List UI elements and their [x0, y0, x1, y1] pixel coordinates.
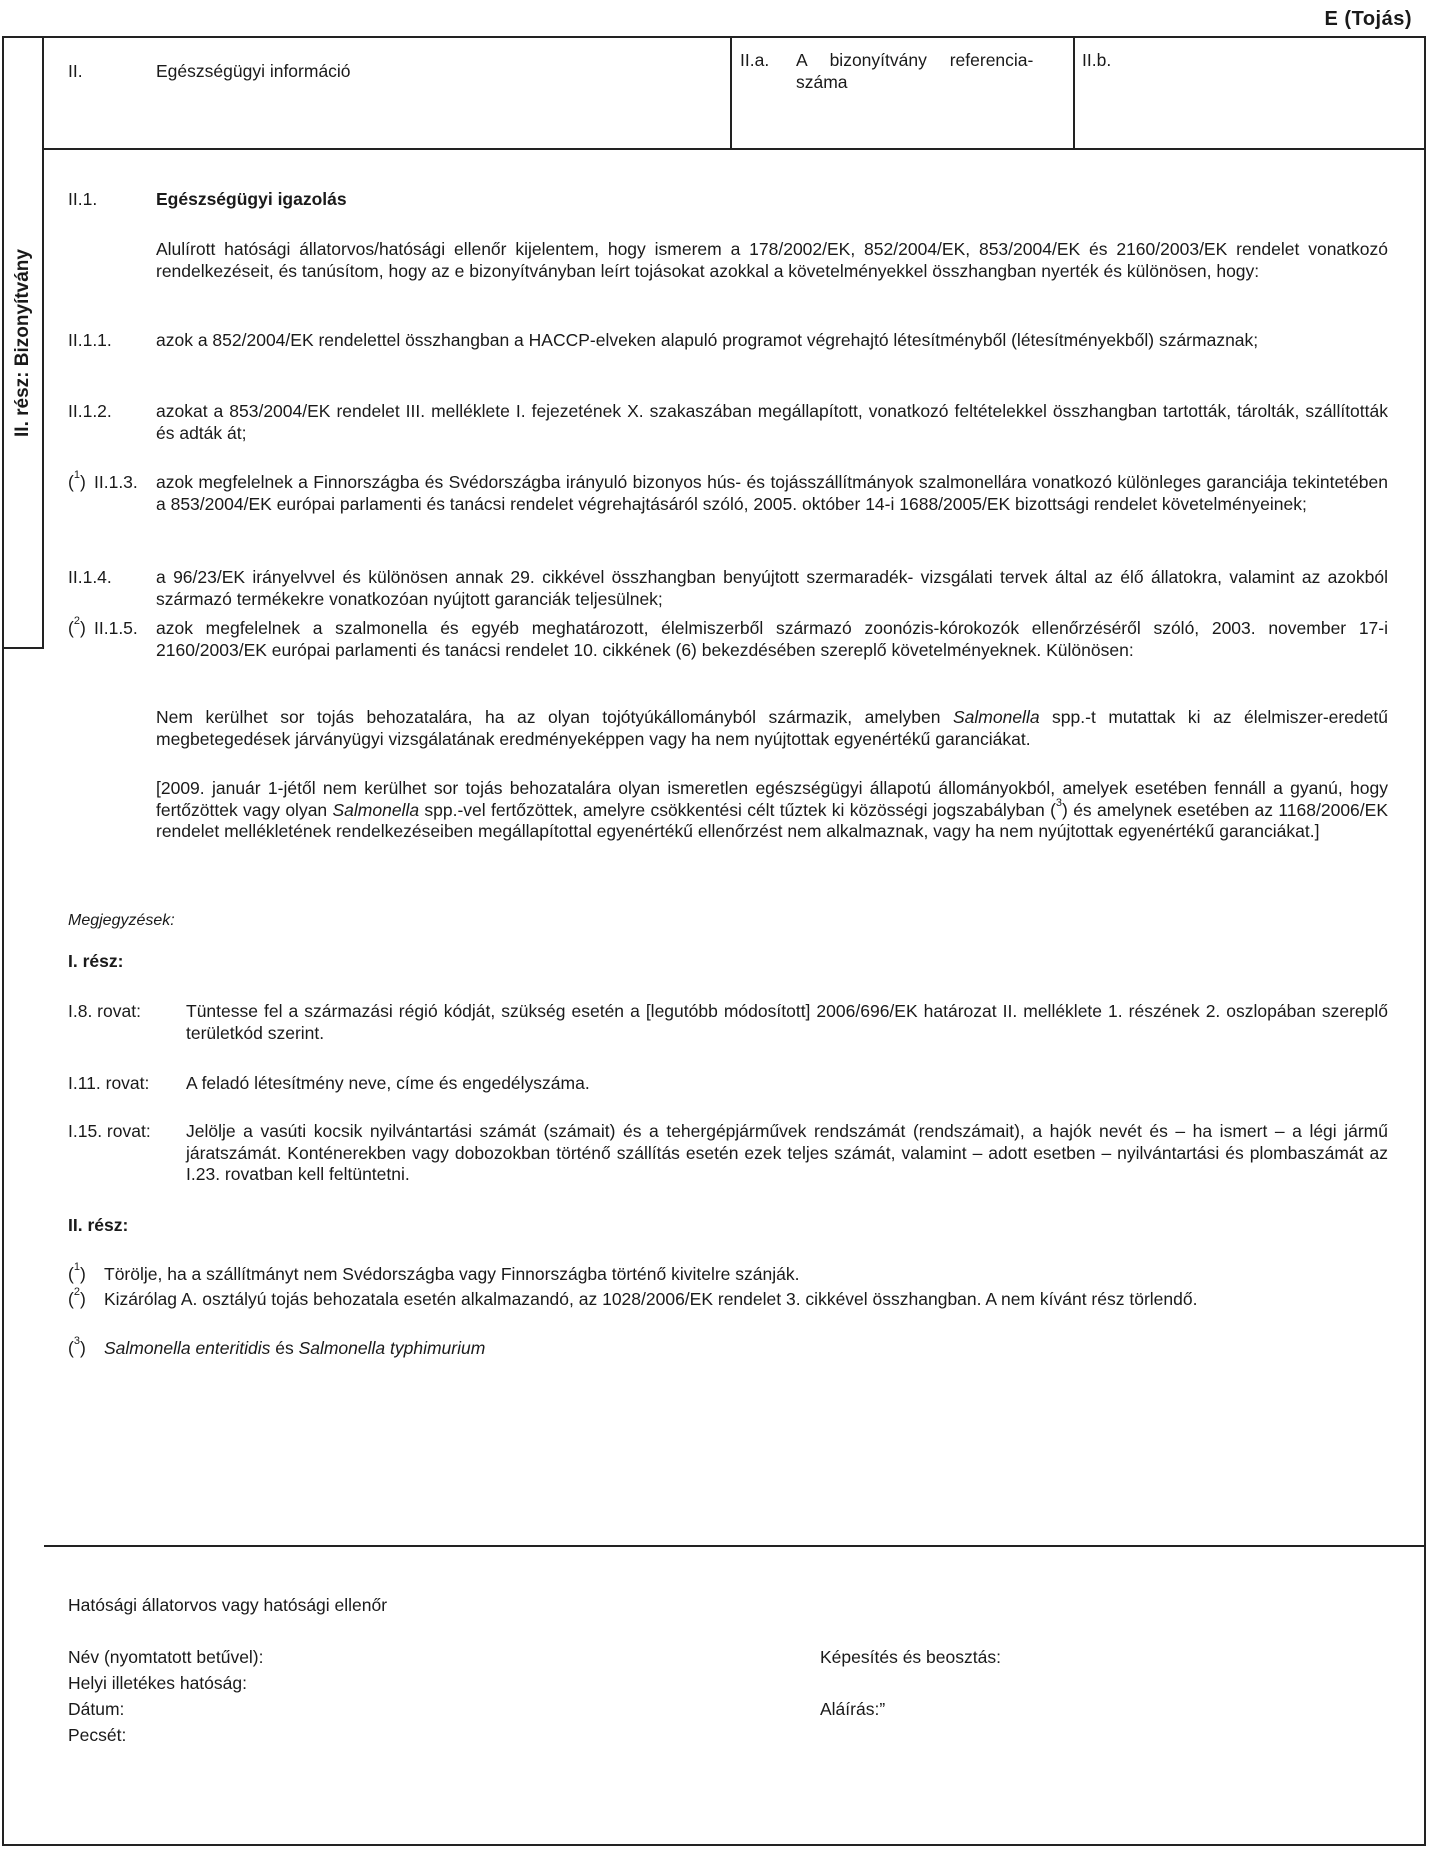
item-number: II.1.3.	[94, 472, 138, 492]
side-label	[2, 36, 44, 649]
item-text: azok a 852/2004/EK rendelettel összhangban a HACCP-elveken alapuló programot végrehajtó létesítményből (létesítményekből) származnak;	[156, 330, 1259, 350]
salmonella-paragraph-2	[156, 778, 1388, 843]
side-label-text: II. rész: Bizonyítvány	[12, 248, 34, 437]
date-field-label: Dátum:	[68, 1699, 125, 1719]
note-text: A feladó létesítmény neve, címe és engedélyszáma.	[186, 1073, 590, 1093]
item-text: a 96/23/EK irányelvvel és különösen annak 29. cikkével összhangban benyújtott szermaradék- vizsgálati tervek által az élő állatokra, valamint az azokból származó termékekre vonatkozóan nyújtott garanciák teljesülnek;	[156, 567, 1388, 609]
p2-text-c: ) és amelynek esetében az 1168/2006/EK rendelet mellékletének rendelkezéseiben megállapítottal egyenértékű ellenőrzést nem alkalmaznak, vagy ha nem nyújtottak egyenértékű garanciákat.]	[156, 799, 1388, 842]
p1-text-b: spp.-t mutattak ki az élelmiszer-eredetű megbetegedések járványügyi vizsgálatának eredményeképpen vagy ha nem nyújtottak egyenértékű garanciákat.	[156, 707, 1388, 749]
footnote-1-marker: ($^1$)	[68, 1261, 86, 1284]
document-type-tag: E (Tojás)	[1324, 8, 1412, 30]
item-number: II.1.4.	[68, 567, 112, 587]
p2-footnote-ref: 3	[1055, 796, 1063, 809]
p2-text-b: spp.-vel fertőzöttek, amelyre csökkentési célt tűztek ki közösségi jogszabályban (	[419, 799, 1056, 820]
footnote-3-marker: ($^3$)	[68, 1335, 86, 1358]
reference-title-line2: száma	[796, 72, 848, 92]
section-number: II.	[68, 61, 83, 81]
certification-number: II.1.	[68, 189, 98, 209]
footnote-3-conjunction: és	[270, 1338, 299, 1358]
reference-title-text: A bizonyítvány referencia-	[796, 50, 1034, 70]
footnote-2-text: Kizárólag A. osztályú tojás behozatala esetén alkalmazandó, az 1028/2006/EK rendelet 3. cikkével összhangban. A nem kívánt rész törlendő.	[104, 1289, 1198, 1309]
footnote-2-marker: ($^2$)	[68, 1286, 86, 1309]
signature-field-label: Aláírás:”	[820, 1699, 886, 1719]
certification-title: Egészségügyi igazolás	[156, 189, 347, 209]
reference-iib-label: II.b.	[1082, 50, 1112, 70]
item-number: II.1.2.	[68, 401, 112, 421]
footnote-3-number: 3	[73, 1335, 80, 1347]
item-text: azokat a 853/2004/EK rendelet III. melléklete I. fejezetének X. szakaszában megállapított, vonatkozó feltételekkel összhangban tartották, tárolták, szállították és adták át;	[156, 401, 1388, 443]
notes-part2-title: II. rész:	[68, 1215, 129, 1235]
footnote-1-text: Törölje, ha a szállítmányt nem Svédországba vagy Finnországba történő kivitelre szánják.	[104, 1264, 800, 1284]
item-text: azok megfelelnek a szalmonella és egyéb meghatározott, élelmiszerből származó zoonózis-kórokozók ellenőrzéséről szóló, 2003. november 17-i 2160/2003/EK európai parlamenti és tanácsi rendelet 10. cikkének (6) bekezdésében szereplő követelményeknek. Különösen:	[156, 618, 1388, 660]
p1-salmonella: Salmonella	[952, 707, 1040, 727]
notes-part1-title: I. rész:	[68, 951, 124, 971]
certificate-frame	[2, 36, 1426, 1846]
footnote-3-species-b: Salmonella typhimurium	[298, 1338, 486, 1358]
certification-intro: Alulírott hatósági állatorvos/hatósági ellenőr kijelentem, hogy ismerem a 178/2002/EK, 852/2004/EK, 853/2004/EK és 2160/2003/EK rendelet vonatkozó rendelkezéseit, és tanúsítom, hogy az e bizonyítványban leírt tojásokat azokkal a követelményekkel összhangban nyerték és különösen, hogy:	[156, 239, 1388, 281]
salmonella-paragraph-1	[156, 707, 1388, 750]
stamp-field-label: Pecsét:	[68, 1725, 127, 1745]
item-number: II.1.5.	[94, 618, 138, 638]
footnote-3-text	[104, 1338, 485, 1360]
note-text: Jelölje a vasúti kocsik nyilvántartási számát (számait) és a tehergépjárművek rendszámát (rendszámait), a hajók nevét és – ha ismert – a légi jármű járatszámát. Konténerekben vagy dobozokban történő szállítás esetén ezek teljes számát, valamint – adott esetben – nyilvántartási és plombaszámát az I.23. rovatban kell feltüntetni.	[186, 1121, 1388, 1185]
footnote-marker: 1	[73, 469, 80, 481]
footnote-marker: 2	[73, 615, 80, 627]
header-col-divider-1	[730, 36, 732, 149]
p1-text-a: Nem kerülhet sor tojás behozatalára, ha az olyan tojótyúkállományból származik, amelyben	[156, 707, 953, 727]
item-footnote-ref: ($^2$)	[68, 615, 86, 638]
notes-divider	[44, 1545, 1426, 1547]
authority-field-label: Helyi illetékes hatóság:	[68, 1673, 247, 1693]
note-label: I.15. rovat:	[68, 1121, 151, 1141]
qualification-field-label: Képesítés és beosztás:	[820, 1647, 1001, 1667]
section-title: Egészségügyi információ	[156, 61, 351, 81]
footnote-1-number: 1	[73, 1261, 80, 1273]
header-col-divider-2	[1073, 36, 1075, 149]
item-footnote-ref: ($^1$)	[68, 469, 86, 492]
note-text: Tüntesse fel a származási régió kódját, szükség esetén a [legutóbb módosított] 2006/696/EK határozat II. melléklete 1. részének 2. oszlopában szereplő területkód szerint.	[186, 1001, 1388, 1043]
signature-block-title: Hatósági állatorvos vagy hatósági ellenőr	[68, 1595, 388, 1615]
header-divider	[44, 148, 1426, 150]
footnote-2-number: 2	[73, 1286, 80, 1298]
reference-title-line1	[796, 50, 1060, 72]
note-label: I.11. rovat:	[68, 1073, 150, 1093]
p2-text-a: [2009. január 1-jétől nem kerülhet sor tojás behozatalára olyan ismeretlen egészségügyi állapotú állományokból, amelyek esetében fennáll a gyanú, hogy fertőzöttek vagy olyan	[156, 778, 1388, 820]
note-label: I.8. rovat:	[68, 1001, 141, 1021]
reference-number-label: II.a.	[740, 50, 770, 70]
item-text: azok megfelelnek a Finnországba és Svédországba irányuló bizonyos hús- és tojásszállítmányok szalmonellára vonatkozó különleges garanciája tekintetében a 853/2004/EK európai parlamenti és tanácsi rendelet végrehajtásáról szóló, 2005. október 14-i 1688/2005/EK bizottsági rendelet követelményeinek;	[156, 472, 1388, 514]
name-field-label: Név (nyomtatott betűvel):	[68, 1647, 264, 1667]
footnote-3-species-a: Salmonella enteritidis	[104, 1338, 271, 1358]
item-number: II.1.1.	[68, 330, 112, 350]
p2-salmonella: Salmonella	[332, 799, 420, 820]
notes-label: Megjegyzések:	[68, 912, 175, 929]
